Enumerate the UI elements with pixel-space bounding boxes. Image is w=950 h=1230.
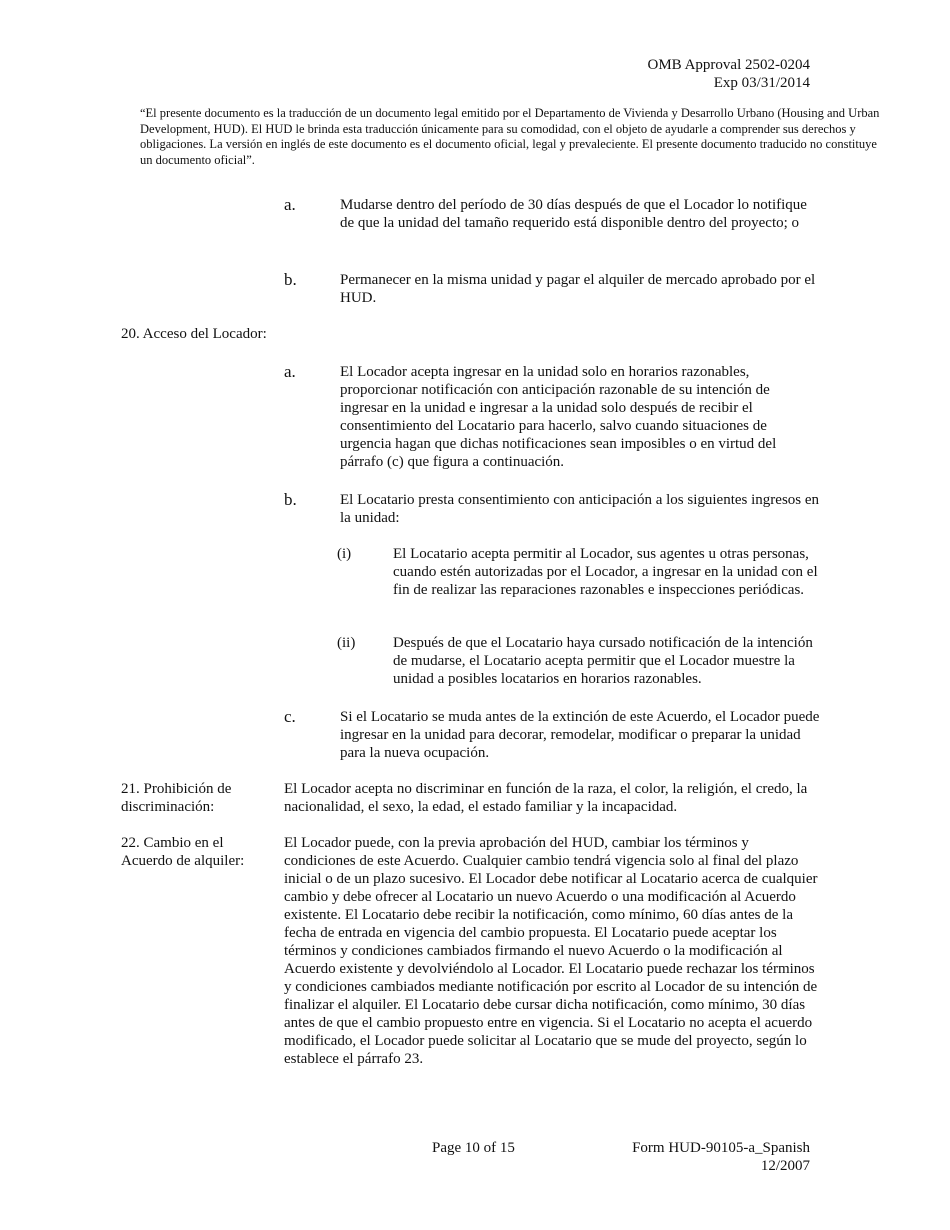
omb-approval: OMB Approval 2502-0204 (647, 57, 810, 73)
section-21-text: El Locador acepta no discriminar en función de la raza, el color, la religión, el credo, la nacionalidad, el sexo, la edad, el estado familiar y la incapacidad. (284, 781, 808, 815)
sublist-marker: (i) (337, 546, 352, 562)
section-20-item-b: El Locatario presta consentimiento con anticipación a los siguientes ingresos en la unidad: (340, 492, 820, 526)
list-item: Mudarse dentro del período de 30 días después de que el Locador lo notifique de que la unidad del tamaño requerido está disponible dentro del proyecto; o (340, 197, 807, 231)
section-21-heading-line: 21. Prohibición de (121, 781, 232, 797)
list-item: Permanecer en la misma unidad y pagar el alquiler de mercado aprobado por el HUD. (340, 272, 816, 306)
form-id (632, 1139, 810, 1175)
section-22-heading-line: Acuerdo de alquiler: (121, 853, 245, 869)
section-20-item-a: El Locador acepta ingresar en la unidad solo en horarios razonables, proporcionar notificación con anticipación razonable de su intención de ingresar en la unidad e ingresar a la unidad solo después de recibir el consentimiento del Locatario para hacerlo, salvo cuando situaciones de urgencia hagan que dichas notificaciones sean imposibles o en virtud del párrafo (c) que figura a continuación. (340, 364, 777, 470)
section-20-item-c: Si el Locatario se muda antes de la extinción de este Acuerdo, el Locador puede ingresar en la unidad para decorar, remodelar, modificar o preparar la unidad para la nueva ocupación. (340, 709, 820, 761)
section-22-text: El Locador puede, con la previa aprobación del HUD, cambiar los términos y condiciones de este Acuerdo. Cualquier cambio tendrá vigencia solo al final del plazo inicial o de un plazo sucesivo. El Locador debe notificar al Locatario acerca de cualquier cambio y debe ofrecer al Locatario un nuevo Acuerdo o una modificación al Acuerdo existente. El Locatario debe recibir la notificación, como mínimo, 60 días antes de la fecha de entrada en vigencia del cambio propuesta. El Locatario puede aceptar los términos y condiciones cambiados firmando el nuevo Acuerdo o la modificación al Acuerdo existente y devolviéndolo al Locador. El Locatario puede rechazar los términos y condiciones cambiados mediante notificación por escrito al Locador de su intención de finalizar el alquiler. El Locatario debe cursar dicha notificación, como mínimo, 30 días antes de que el cambio propuesto entre en vigencia. Si el Locatario no acepta el acuerdo modificado, el Locador puede solicitar al Locatario que se mude del proyecto, según lo establece el párrafo 23. (284, 835, 818, 1067)
list-marker: c. (284, 707, 296, 726)
section-21-heading (121, 780, 231, 816)
list-marker: a. (284, 195, 296, 214)
omb-header (648, 56, 811, 92)
page-number: Page 10 of 15 (432, 1140, 515, 1156)
translation-disclaimer: “El presente documento es la traducción de un documento legal emitido por el Departamento de Vivienda y Desarrollo Urbano (Housing and Urban Development, HUD). El HUD le brinda esta traducción únicamente para su comodidad, con el objeto de ayudarle a comprender sus derechos y obligaciones. La versión en inglés de este documento es el documento oficial, legal y prevaleciente. El presente documento traducido no constituye un documento oficial”. (140, 106, 880, 167)
form-date: 12/2007 (760, 1158, 810, 1174)
omb-expiration: Exp 03/31/2014 (713, 75, 810, 91)
form-name: Form HUD-90105-a_Spanish (632, 1140, 810, 1156)
list-marker: b. (284, 270, 297, 289)
section-20-heading: 20. Acceso del Locador: (121, 326, 267, 342)
list-marker: a. (284, 362, 296, 381)
section-22-heading (121, 834, 244, 870)
section-22-heading-line: 22. Cambio en el (121, 835, 224, 851)
list-marker: b. (284, 490, 297, 509)
section-20-subitem-ii: Después de que el Locatario haya cursado notificación de la intención de mudarse, el Locatario acepta permitir que el Locador muestre la unidad a posibles locatarios en horarios razonables. (393, 635, 813, 687)
section-20-subitem-i: El Locatario acepta permitir al Locador, sus agentes u otras personas, cuando estén autorizadas por el Locador, a ingresar en la unidad con el fin de realizar las reparaciones razonables e inspecciones periódicas. (393, 546, 818, 598)
section-21-heading-line: discriminación: (121, 799, 215, 815)
sublist-marker: (ii) (337, 635, 356, 651)
